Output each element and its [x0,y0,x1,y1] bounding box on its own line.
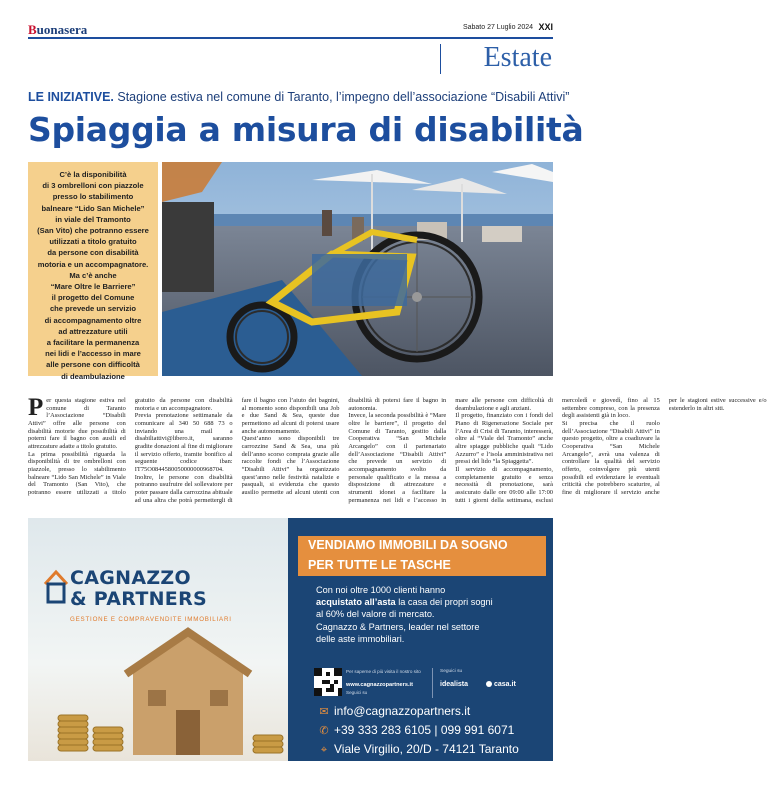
sidebar-line: C’è la disponibilità [59,170,127,179]
real-estate-advertisement[interactable] [28,518,553,761]
page-header [28,22,553,38]
phone-icon: ✆ [319,725,329,737]
sidebar-line: il progetto del Comune [51,293,135,303]
article-body [28,394,767,509]
ad-phone[interactable]: ✆ +39 333 283 6105 | 099 991 6071 [319,723,515,737]
ad-website-link[interactable]: www.cagnazzopartners.it [346,682,413,688]
article-paragraph: Quest’anno sono disponibili tre carrozzine Sand & Sea, una più dell’anno scorso comprata grazie alle raccolte fondi che l’Associazione “Disabili Attivi” ha organizzato quest’anno nelle festività natalizie e pasquali, si evidenzia che questo ausilio permette ad alcuni utenti con disabilità di potersi fare il bagno in autonomia. [241,397,447,496]
article-first-paragraph: Per questa stagione estiva nel comune di Taranto l’Associazione “Disabili Attivi” offre alle persone con disabilità motorie due possibilità di poterni fare il bagno con ausili ed attrezzature adatte a titolo gratuito. [28,394,126,450]
casa-it-logo-icon [486,681,492,687]
kicker-lead: LE INIZIATIVE. [28,90,114,104]
location-pin-icon: ⌖ [320,744,328,756]
article-paragraph: La prima possibilità riguarda la disponibilità di tre ombrelloni con piazzole, presso lo stabilimento balneare “Lido San Michele” in Viale del Tramonto (San Vito), che potranno essere utilizzati a titolo gratuito da persone con disabilità motoria e un accompagnatore. [28,397,233,496]
sidebar-line: di deambulazione [61,371,125,381]
sidebar-line: presso lo stabilimento [52,192,134,202]
ad-tagline: GESTIONE E COMPRAVENDITE IMMOBILIARI [70,616,232,623]
find-us-caption: Seguici su [440,669,463,674]
ad-address: ⌖ Viale Virgilio, 20/D - 74121 Taranto [318,742,519,757]
house-logo-icon [43,568,69,604]
issue-date: Sabato 27 Luglio 2024 [462,24,533,31]
sidebar-line: che prevede un servizio [49,304,137,314]
social-caption: Seguici su [346,690,368,695]
sidebar-line: (San Vito) che potranno essere [37,226,149,236]
qr-code[interactable] [314,668,342,696]
portal-idealista[interactable]: idealista [440,681,469,688]
ad-divider [432,668,433,698]
sidebar-line: in viale del Tramonto [55,214,131,224]
sidebar-line: “Mare Oltre le Barriere” [50,282,136,292]
sidebar-line: nei lidi e l’accesso in mare [45,349,141,359]
article-paragraph: Previa prenotazione settimanale da comunicare al 340 50 688 73 o inviando una mail a disabiliattivi@libero.it, saranno gradite donazioni al fine di migliorare il servizio offerto, tramite bonifico al seguente codice iban: IT75O0844580050000000968704. [134,412,233,473]
sidebar-line: di accompagnamento oltre [44,315,142,325]
sidebar-line: utilizzati a titolo gratuito [49,237,137,247]
article-paragraph: Si precisa che il ruolo dell’Associazione “Disabili Attivi” in questo progetto, oltre a coadiuvare la Cooperativa “San Michele Arcangelo”, avrà una valenza di controllare la qualità del servizio offerto, coinvolgere più utenti possibili ed evidenziare le eventuali criticità che potrebbero scaturire, al fine di migliorare il servizio anche per le stagioni estive successive e/o estenderlo in altri siti. [561,397,767,496]
section-title: Estate [483,42,552,73]
sidebar-line: alle persone con difficoltà [46,360,140,370]
article-headline: Spiaggia a misura di disabilità [28,110,584,149]
kicker-text: Stagione estiva nel comune di Taranto, l’impegno dell’associazione “Disabili Attivi” [117,90,570,104]
ad-headline-line2: PER TUTTE LE TASCHE [308,558,451,572]
sidebar-line: da persone con disabilità [47,248,139,258]
drop-cap: P [28,394,44,421]
sidebar-line: balneare “Lido San Michele” [41,203,145,213]
ad-copy: Con noi oltre 1000 clienti hanno acquistato all’asta la casa dei propri sogni al 60% del valore di mercato. Cagnazzo & Partners, leader nel settore delle aste immobiliari. [316,585,493,644]
sidebar-line: ad attrezzature utili [58,326,128,336]
article-sidebar-box [28,162,158,381]
ad-email[interactable]: ✉ info@cagnazzopartners.it [319,704,471,718]
ad-headline-line1: VENDIAMO IMMOBILI DA SOGNO [308,538,508,552]
page-number: XXI [538,22,553,32]
header-rule [28,37,553,39]
article-paragraph: Il progetto, finanziato con i fondi del Piano di Rigenerazione Sociale per l’Area di Crisi di Taranto, interesserà, oltre al “Viale del Tramonto” anche altre spiagge pubbliche quali “Lido Azzurro” e l’isola amministrativa nei pressi del lido “la Spiaggetta”. [455,412,553,466]
article-paragraph: Inoltre, le persone con disabilità potranno usufruire del sollevatore per poter passare dalla carrozzina abituale ad una altra che potrà permettergli di fare il bagno con l’aiuto dei bagnini, al momento sono disponibili una Job e due Sand & Sea, queste due permettono ad alcuni di potersi usare anche autonomamente. [134,397,340,504]
beach-wheelchair-photo [162,162,553,376]
newspaper-masthead: Buonasera [28,22,88,37]
sidebar-line: a facilitare la permanenza [46,338,140,348]
mail-icon: ✉ [319,706,329,718]
sidebar-line: di 3 ombrelloni con piazzole [42,181,144,191]
sidebar-line: Ma c’è anche [69,270,117,280]
house-and-coins-illustration [38,630,288,761]
portal-casa-it[interactable]: casa.it [486,681,516,688]
sidebar-line: motoria e un accompagnatore. [37,259,149,269]
article-paragraph: Il servizio di accompagnamento, completamente gratuito e senza necessità di prenotazione, sarà assicurato dalle ore 09:00 alle 17:00 tutti i giorni della settimana, esclusi mercoledì e giovedì, fino al 15 settembre compreso, con la presenza degli assistenti già in loco. [455,397,660,504]
qr-caption: Per saperne di più visita il nostro sito [346,669,421,674]
article-paragraph: Invece, la seconda possibilità è “Mare oltre le barriere”, il progetto del Comune di Taranto, gestito dalla Cooperativa “San Michele Arcangelo” con il partenariato dell’Associazione “Disabili Attivi” che prevede un servizio di accompagnamento svolto da personale qualificato e la messa a disposizione di attrezzature e strumenti idonei a facilitare la permanenza nei lidi e l’accesso in mare alle persone con difficoltà di deambulazione e agli anziani. [348,397,553,504]
ad-brand-logo: CAGNAZZO & PARTNERS [70,567,208,610]
section-divider [440,44,441,74]
article-paragraphs [28,394,767,509]
article-kicker [28,90,570,104]
